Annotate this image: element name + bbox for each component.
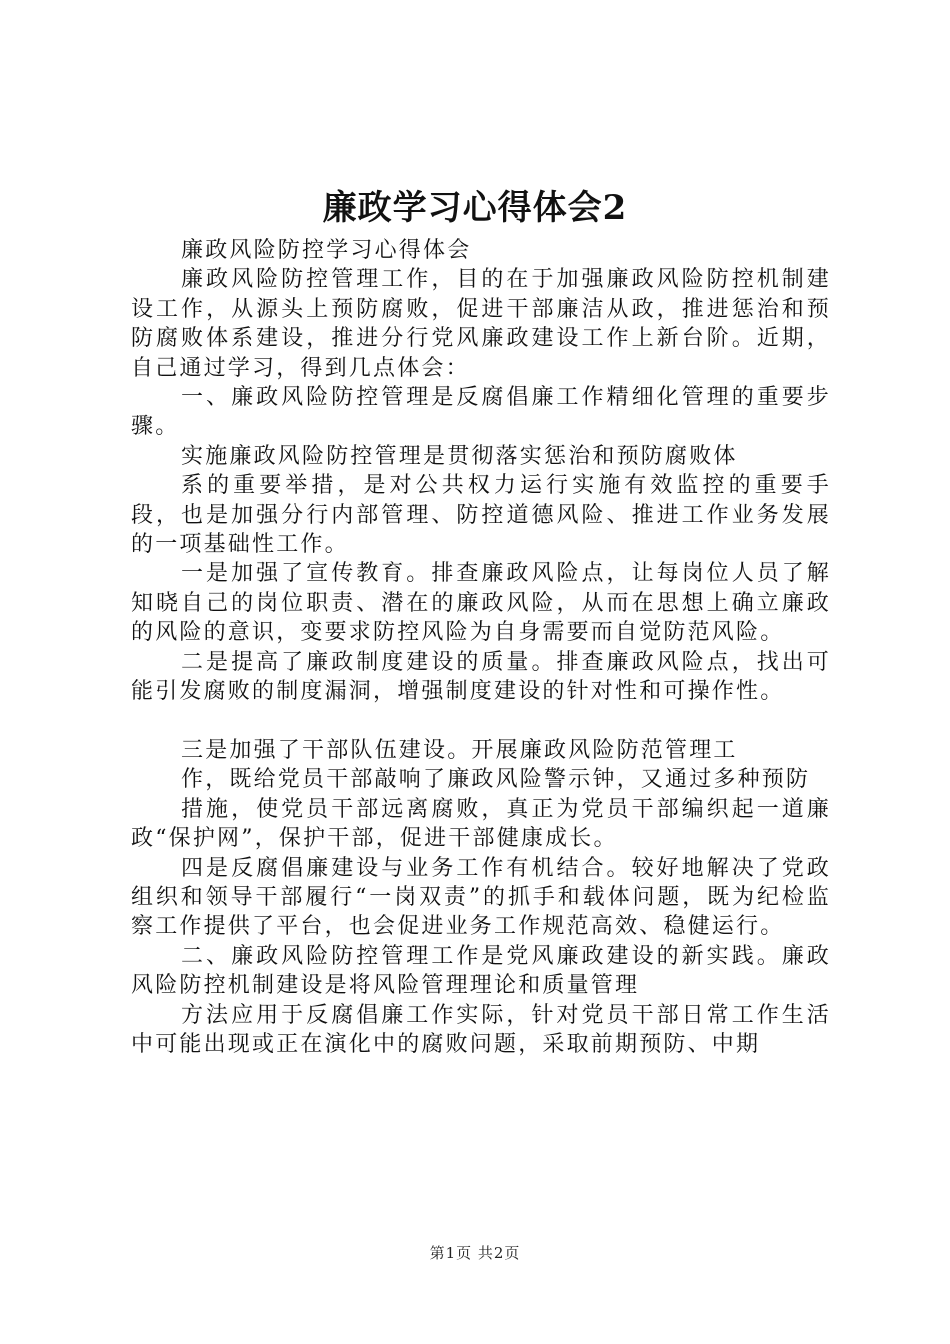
paragraph: 系的重要举措，是对公共权力运行实施有效监控的重要手段，也是加强分行内部管理、防控道德风险、推进工作业务发展的一项基础性工作。 (131, 473, 831, 558)
paragraph-section-1-heading: 一、廉政风险防控管理是反腐倡廉工作精细化管理的重要步骤。 (131, 385, 831, 440)
paragraph-point-1: 一是加强了宣传教育。排查廉政风险点，让每岗位人员了解知晓自己的岗位职责、潜在的廉政风险，从而在思想上确立廉政的风险的意识，变要求防控风险为自身需要而自觉防范风险。 (131, 561, 831, 646)
page-number-footer: 第1页 共2页 (429, 1244, 521, 1262)
paragraph: 作，既给党员干部敲响了廉政风险警示钟，又通过多种预防 (181, 767, 811, 793)
paragraph-intro: 廉政风险防控管理工作，目的在于加强廉政风险防控机制建设工作，从源头上预防腐败，促进干部廉洁从政，推进惩治和预防腐败体系建设，推进分行党风廉政建设工作上新台阶。近期，自己通过学习，得到几点体会： (131, 267, 831, 381)
paragraph-subtitle: 廉政风险防控学习心得体会 (181, 238, 472, 263)
document-body (131, 236, 831, 1059)
paragraph-section-2-heading: 二、廉政风险防控管理工作是党风廉政建设的新实践。廉政风险防控机制建设是将风险管理理论和质量管理 (131, 943, 831, 999)
paragraph-point-3: 三是加强了干部队伍建设。开展廉政风险防范管理工 (181, 737, 738, 763)
paragraph-point-2: 二是提高了廉政制度建设的质量。排查廉政风险点，找出可能引发腐败的制度漏洞，增强制度建设的针对性和可操作性。 (131, 649, 831, 705)
paragraph: 措施，使党员干部远离腐败，真正为党员干部编织起一道廉政“保护网”，保护干部，促进干部健康成长。 (131, 796, 831, 852)
paragraph: 方法应用于反腐倡廉工作实际，针对党员干部日常工作生活中可能出现或正在演化中的腐败问题，采取前期预防、中期 (131, 1002, 831, 1057)
paragraph-point-4: 四是反腐倡廉建设与业务工作有机结合。较好地解决了党政组织和领导干部履行“一岗双责”的抓手和载体问题，既为纪检监察工作提供了平台，也会促进业务工作规范高效、稳健运行。 (131, 855, 831, 940)
document-title: 廉政学习心得体会2 (322, 188, 628, 228)
paragraph: 实施廉政风险防控管理是贯彻落实惩治和预防腐败体 (181, 443, 738, 469)
